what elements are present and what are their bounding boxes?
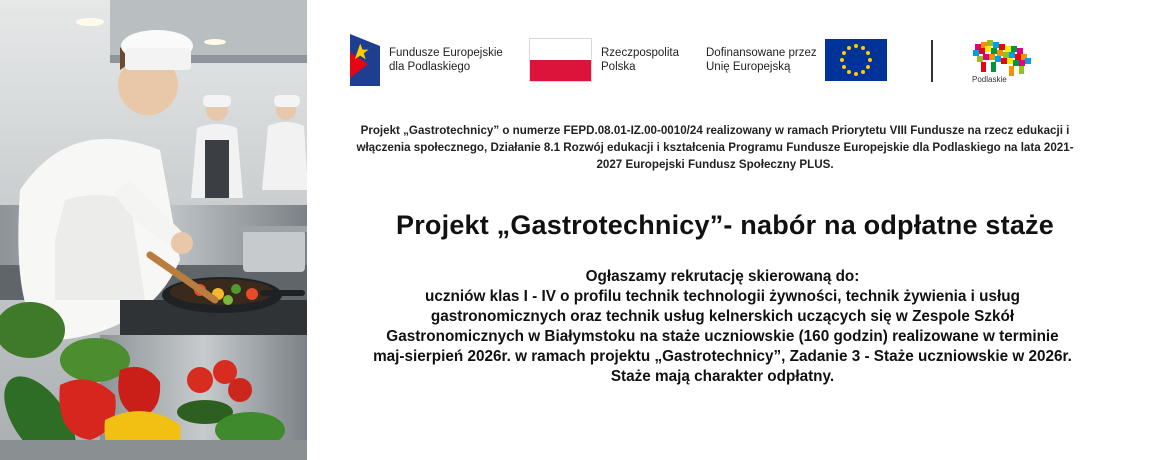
announcement-paragraph: uczniów klas I - IV o profilu technik technologii żywności, technik żywienia i usług gastronomicznych oraz technik usług kelnerskich uczących się w Zespole Szkół Gastronomicznych w Białymstoku na staże uczniowskie (160 godzin) realizowane w terminie maj-sierpień 2026r. w ramach projektu „Gastrotechnicy”, Zadanie 3 - Staże uczniowskie w 2026r. bbox=[373, 288, 1072, 365]
fe-line1: Fundusze Europejskie bbox=[389, 47, 503, 59]
announcement-text bbox=[370, 267, 1075, 387]
rp-line1: Rzeczpospolita bbox=[601, 47, 679, 59]
kitchen-photo bbox=[0, 0, 307, 460]
announcement-closing: Staże mają charakter odpłatny. bbox=[610, 368, 835, 385]
fe-line2: dla Podlaskiego bbox=[389, 61, 471, 73]
project-info-text: Projekt „Gastrotechnicy” o numerze FEPD.08.01-IZ.00-0010/24 realizowany w ramach Priorytetu VIII Fundusze na rzecz edukacji i włączenia społecznego, Działanie 8.1 Rozwój edukacji i kształcenia Programu Fundusze Europejskie dla Podlaskiego na lata 2021-2027 Europejski Fundusz Społeczny PLUS. bbox=[356, 124, 1074, 171]
logo-unia-europejska bbox=[706, 30, 887, 90]
announcement-intro: Ogłaszamy rekrutację skierowaną do: bbox=[585, 268, 860, 285]
ue-line1: Dofinansowane przez bbox=[706, 47, 817, 59]
fundusze-europejskie-logo-icon bbox=[350, 34, 380, 86]
ue-line2: Unię Europejską bbox=[706, 61, 791, 73]
logo-fundusze-europejskie bbox=[350, 30, 503, 90]
logos-row bbox=[345, 30, 1065, 90]
rp-line2: Polska bbox=[601, 61, 636, 73]
headline: Projekt „Gastrotechnicy”- nabór na odpłatne staże bbox=[396, 210, 1054, 240]
logo-rzeczpospolita bbox=[529, 30, 679, 90]
podlaskie-label: Podlaskie bbox=[972, 75, 1007, 84]
logo-divider bbox=[931, 40, 933, 82]
eu-flag-icon bbox=[825, 39, 887, 81]
polish-flag-icon bbox=[529, 38, 592, 82]
